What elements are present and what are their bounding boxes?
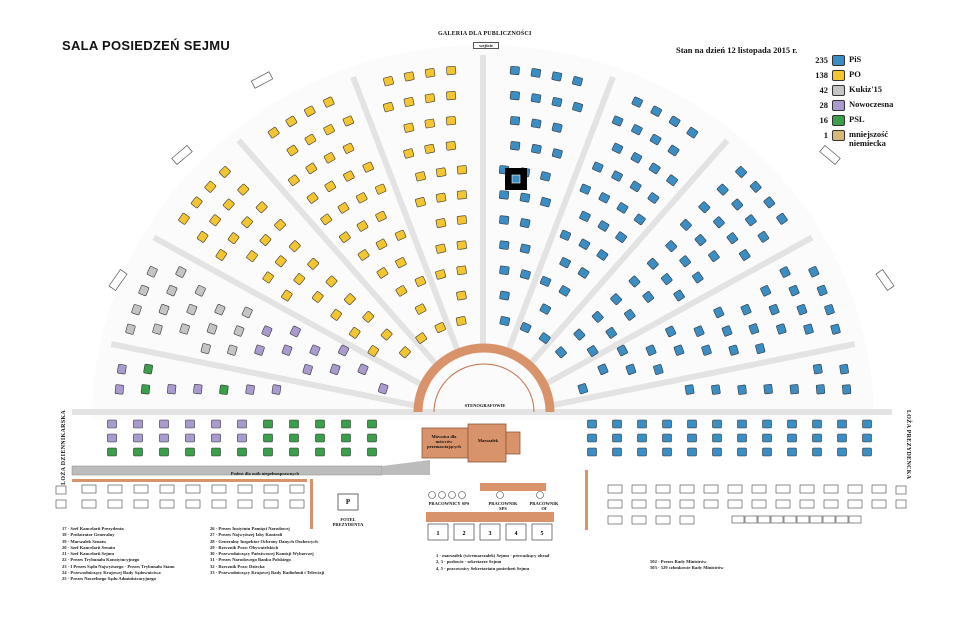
seat [212,448,221,456]
end-seat [56,500,66,508]
seat [863,448,872,456]
rostrum-label: Mównica dla mówców przemawiających [427,434,461,449]
seat [134,434,143,442]
empty-seat [823,516,835,523]
seat [368,420,377,428]
minister-seat [704,485,718,493]
note: 32 - Rzecznik Praw Dziecka [210,563,265,569]
seat [531,119,541,128]
seat [540,171,551,181]
seat [588,420,597,428]
guest-seat [108,500,122,508]
note: 33 - Przewodniczący Krajowej Rady Radiofonii i Telewizji [210,570,325,576]
worker-seat [459,492,466,499]
seat [446,91,456,100]
seat [435,244,446,254]
minister-seat [800,500,814,508]
seat [446,116,456,125]
seat [446,66,456,75]
note: 502 - Prezes Rady Ministrów [650,559,707,564]
seat [763,434,772,442]
seat [436,218,446,228]
entrance-box [172,146,192,165]
note: 28 - Generalny Inspektor Ochrony Danych Osobowych [210,538,318,544]
note: 31 - Prezes Narodowego Banku Polskiego [210,557,291,563]
presidium-seat-number: 3 [488,531,492,537]
seat [264,448,273,456]
legend-item-nowoczesna [800,100,920,115]
note: 26 - Prezes Instytutu Pamięci Narodowej [210,526,290,531]
seat [456,291,466,300]
minister-seat [680,500,694,508]
seat [531,94,541,103]
seat [425,94,435,103]
minister-seat [872,500,886,508]
empty-seat [732,516,744,523]
empty-seat [745,516,757,523]
seat [456,316,466,326]
legend-swatch [832,55,845,66]
seat [404,72,414,82]
seat [663,448,672,456]
presidium-seat-number: 5 [540,531,544,537]
presidium-desk [426,512,554,522]
seat [290,448,299,456]
seat [499,291,509,300]
seat [368,434,377,442]
seat [160,420,169,428]
seat [238,448,247,456]
guest-seat [134,485,148,493]
seat [838,448,847,456]
end-seat [56,486,66,494]
legend-label: PSL [849,114,865,124]
legend-label: PiS [849,54,862,64]
note: 23 - I Prezes Sądu Najwyższego - Prezes Trybunału Stanu [62,563,175,569]
seat [588,448,597,456]
notes-right-1 [436,553,549,572]
note: 20 - Szef Kancelarii Senatu [62,544,116,550]
seat [738,420,747,428]
seat [840,364,849,374]
presidium-seat-number: 1 [436,531,440,537]
legend-swatch [832,100,845,111]
seat [290,434,299,442]
seat [457,216,467,225]
seat [141,384,150,394]
seat [290,420,299,428]
guest-seat [82,500,96,508]
seat [368,448,377,456]
seat [638,448,647,456]
seat [415,171,426,181]
minister-seat [632,485,646,493]
seat [212,434,221,442]
guest-seat [186,500,200,508]
guest-seat [160,485,174,493]
minister-seat [656,485,670,493]
legend-item-kukiz [800,85,920,100]
date-label: Stan na dzień 12 listopada 2015 r. [676,45,798,55]
seat [193,384,202,394]
president-seat-letter: P [345,498,351,506]
seat [117,364,126,374]
minister-seat [608,516,622,524]
seat [638,420,647,428]
empty-seat [849,516,861,523]
seat [499,216,509,225]
stenographers-label: STENOGRAFOWIE [464,403,506,408]
legend-count: 235 [815,55,828,65]
minister-seat [656,516,670,524]
legend-count: 28 [819,100,828,110]
legend-swatch [832,70,845,81]
seat [316,420,325,428]
seat [238,434,247,442]
legend-swatch [832,130,845,141]
note: 2, 3 - posłowie - sekretarze Sejmu [436,559,502,565]
seat [613,434,622,442]
minister-seat [608,500,622,508]
seat [738,448,747,456]
worker-seat [439,492,446,499]
guest-seat [160,500,174,508]
seat [212,420,221,428]
seat [763,420,772,428]
aisles [92,45,894,420]
note: 17 - Szef Kancelarii Prezydenta [62,526,124,531]
seat [788,420,797,428]
seat [838,420,847,428]
seat [842,385,851,395]
seat [108,420,117,428]
guest-seat [108,485,122,493]
seat [688,420,697,428]
highlighted-seat-inner [512,175,520,183]
seat [342,448,351,456]
gallery-label: GALERIA DLA PUBLICZNOŚCI [438,31,532,37]
wall-left [72,479,307,482]
empty-seat [771,516,783,523]
seat [520,193,530,202]
empty-seat [784,516,796,523]
speaker-label: Marszałek [477,438,499,443]
seat [108,434,117,442]
sps-staff-label: PRACOWNICY SPS [428,501,470,506]
seat [424,144,434,154]
worker-desk [480,483,546,491]
seat [499,191,509,200]
seat [436,193,446,202]
seat [688,434,697,442]
end-seat [896,486,906,494]
seat [813,448,822,456]
seat [246,385,255,395]
guest-seat [238,485,252,493]
seat [238,420,247,428]
seat [663,434,672,442]
seat [552,123,563,133]
note: 27 - Prezes Najwyższej Izby Kontroli [210,532,283,538]
legend-swatch [832,115,845,126]
seat [838,434,847,442]
minister-seat [728,500,742,508]
guest-seat [186,485,200,493]
worker-seat [537,492,544,499]
legend-count: 42 [819,85,828,95]
seat [404,123,415,133]
minister-seat [848,500,862,508]
seat [500,316,510,326]
note: 22 - Prezes Trybunału Konstytucyjnego [62,557,140,563]
seat [738,385,747,395]
guest-seat [290,485,304,493]
legend-swatch [832,85,845,96]
seat [713,434,722,442]
note: 18 - Prokurator Generalny [62,532,115,538]
seat [552,97,563,107]
worker-seat [497,492,504,499]
seat [404,97,415,107]
seat [510,66,520,75]
note: 30 - Przewodniczący Państwowej Komisji Wyborczej [210,551,314,557]
minister-seat [776,500,790,508]
seat [316,448,325,456]
seat [613,448,622,456]
guest-seat [212,500,226,508]
minister-seat [632,516,646,524]
empty-seat [797,516,809,523]
seat [863,420,872,428]
minister-seat [680,516,694,524]
seat [510,141,520,150]
press-box-label: LOŻA DZIENNIKARSKA [61,410,67,485]
seat [552,72,562,82]
seat [510,91,520,100]
legend-label: mniejszość niemiecka [849,129,889,148]
seat [134,448,143,456]
seat [264,420,273,428]
legend-count: 138 [815,70,828,80]
legend-item-po [800,70,920,85]
seat [219,385,228,395]
seat [790,384,799,394]
guest-seat [264,485,278,493]
notes-left-1 [62,526,175,583]
minister-seat [752,500,766,508]
entrance-box [251,72,272,88]
note: 4, 5 - pracownicy Sekretariatu posiedzeń Sejmu [436,565,530,571]
minister-seat [776,485,790,493]
seat [711,385,720,395]
minister-seat [800,485,814,493]
seat [108,448,117,456]
seat [638,434,647,442]
worker-seat [429,492,436,499]
seat [436,168,446,177]
seat [863,434,872,442]
empty-seat [836,516,848,523]
sps-worker-label: PRACOWNIK SPS [488,501,518,511]
seat [264,434,273,442]
minister-seat [752,485,766,493]
minister-seat [728,485,742,493]
seat [788,448,797,456]
seat [813,420,822,428]
seat [457,191,467,200]
cross-aisle [72,409,892,415]
note: 1 - marszałek (wicemarszałek) Sejmu - prowadzący obrad [436,553,550,558]
legend-label: PO [849,69,861,79]
end-seat [896,500,906,508]
seat [738,434,747,442]
seat [499,241,509,250]
guest-seat [134,500,148,508]
ramp-end [382,460,430,475]
wall-mid [310,479,313,529]
legend-item-mniejszosc [800,130,920,154]
seat [316,434,325,442]
seat [663,420,672,428]
seat [457,166,467,175]
notes-left-2 [210,526,324,576]
seat [342,434,351,442]
president-seat-label: FOTEL PREZYDENTA [332,517,364,527]
speaker-desk-side [506,432,520,454]
note: 503 - 529 członkowie Rady Ministrów [650,565,724,571]
guest-seat [82,485,96,493]
seat [613,420,622,428]
seat [186,448,195,456]
minister-seat [872,485,886,493]
seat [788,434,797,442]
seat [499,266,509,275]
minister-seat [632,500,646,508]
guest-seat [264,500,278,508]
minister-seat [680,485,694,493]
seat [688,448,697,456]
notes-right-2 [650,559,724,572]
empty-seat [810,516,822,523]
worker-seat [449,492,456,499]
minister-seat [656,500,670,508]
legend-label: Nowoczesna [849,99,894,109]
guest-seat [290,500,304,508]
seat [160,448,169,456]
minister-seat [824,500,838,508]
seat [510,116,520,125]
ramp-label: Podest dla osób niepełnosprawnych [230,471,300,476]
legend-item-psl [800,115,920,130]
note: 25 - Prezes Naczelnego Sądu Administracyjnego [62,576,156,582]
seat [816,384,825,394]
minister-seat [608,485,622,493]
legend-item-pis [800,55,920,70]
speaker-desk [468,424,506,462]
seat [144,364,153,374]
seat [186,434,195,442]
seat [425,119,435,128]
note: 21 - Szef Kancelarii Sejmu [62,551,115,557]
minister-seat [704,500,718,508]
seat [167,384,176,394]
seat [425,68,435,77]
entrance-top: wejście [473,42,499,49]
note: 19 - Marszałek Senatu [62,538,106,544]
seat [763,448,772,456]
seat [588,434,597,442]
seat [531,68,541,77]
presidium-seat-number: 2 [462,531,466,537]
seat [457,266,467,275]
seat [713,448,722,456]
note: 24 - Przewodniczący Krajowej Rady Sądownictwa [62,570,161,576]
seat [446,141,456,150]
seat [115,385,124,395]
legend-label: Kukiz'15 [849,84,883,94]
oi-worker-label: PRACOWNIK OI [529,501,559,511]
empty-seat [758,516,770,523]
minister-seat [848,485,862,493]
page-title: SALA POSIEDZEŃ SEJMU [62,38,231,53]
entrance-box [876,270,894,291]
seat [272,385,281,395]
legend [800,55,920,154]
seat [457,241,467,250]
seat [685,385,694,395]
seat [160,434,169,442]
note: 29 - Rzecznik Praw Obywatelskich [210,544,279,550]
wall-right [585,470,588,530]
seat [520,218,530,228]
seat [813,364,822,374]
seat [531,144,541,154]
guest-seat [238,500,252,508]
seat [342,420,351,428]
presidential-box-label: LOŻA PREZYDENCKA [905,410,911,480]
seat [134,420,143,428]
presidium-seat-number: 4 [514,531,518,537]
seat [813,434,822,442]
seat [713,420,722,428]
minister-seat [824,485,838,493]
seat [520,244,531,254]
seat [764,384,773,394]
guest-seat [212,485,226,493]
legend-count: 1 [823,130,828,140]
seat [186,420,195,428]
legend-count: 16 [819,115,828,125]
